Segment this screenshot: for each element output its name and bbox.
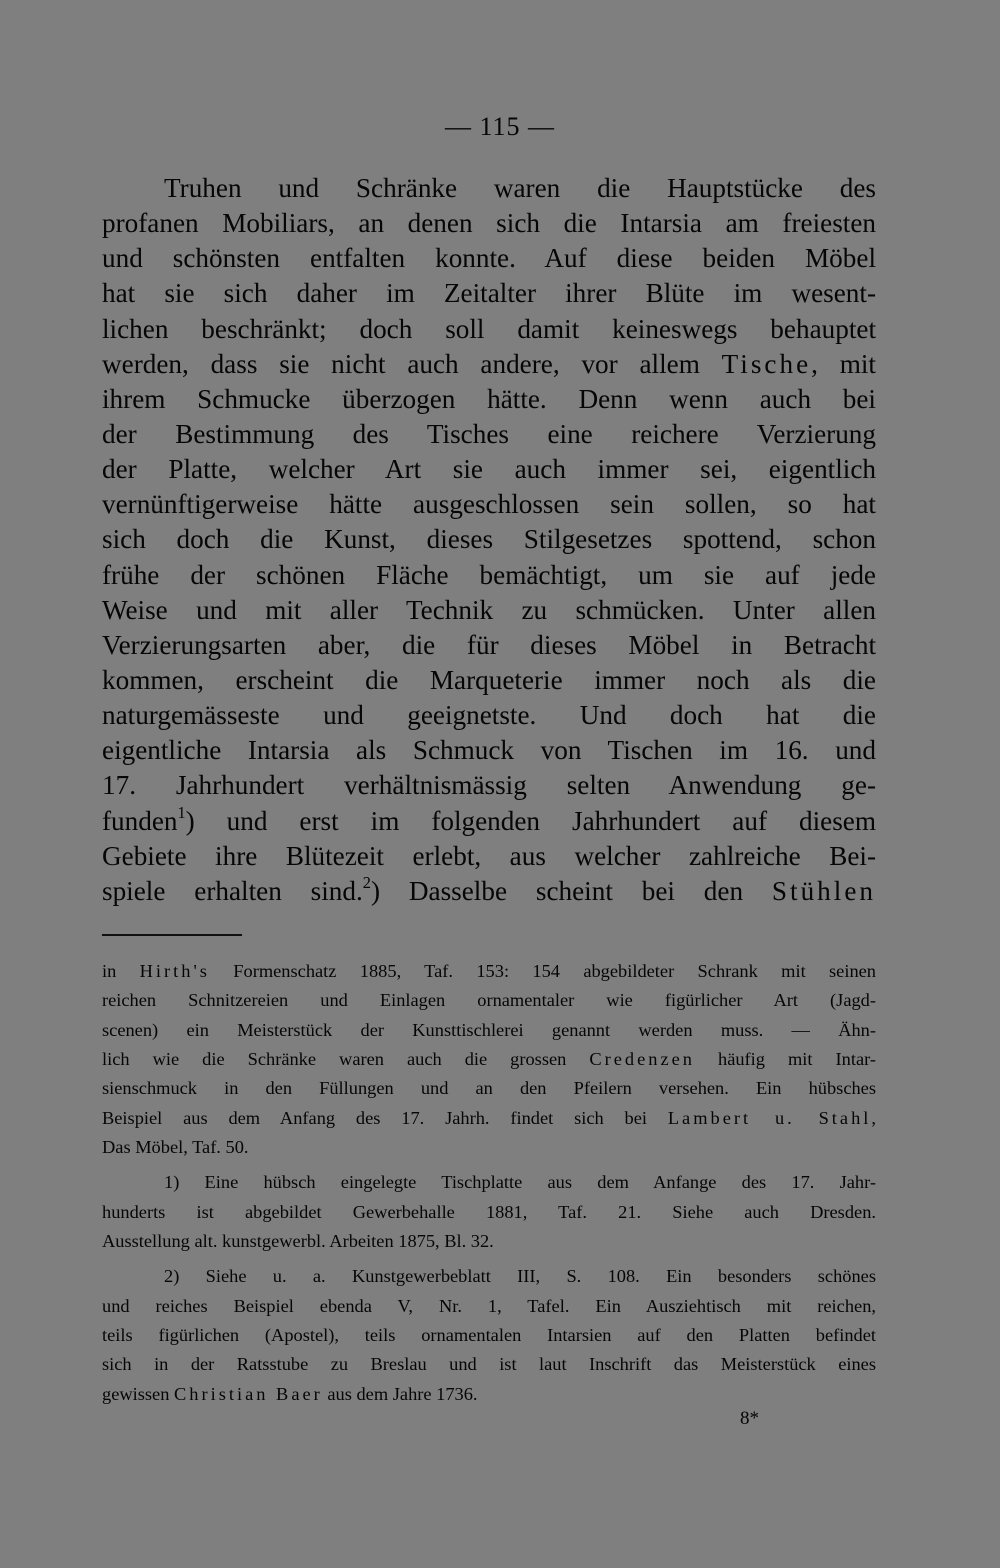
footnote-1 bbox=[102, 1168, 876, 1256]
spaced-text: Christian Baer bbox=[174, 1383, 323, 1404]
text-line bbox=[102, 874, 876, 909]
footnote-line: Ausstellung alt. kunstgewerbl. Arbeiten 1875, Bl. 32. bbox=[102, 1231, 494, 1252]
text-line: 17. Jahrhundert verhältnismässig selten Anwendung ge- bbox=[102, 770, 876, 801]
text-segment: aus dem Jahre 1736. bbox=[322, 1383, 478, 1404]
text-segment: in bbox=[102, 961, 140, 981]
text-line: naturgemässeste und geeignetste. Und doch hat die bbox=[102, 700, 876, 731]
spaced-text: Credenzen bbox=[589, 1049, 695, 1070]
text-line bbox=[102, 804, 876, 839]
text-segment: werden, dass sie nicht auch andere, vor allem bbox=[102, 348, 722, 379]
text-line: der Bestimmung des Tisches eine reichere Verzierung bbox=[102, 418, 876, 449]
footnote-line bbox=[102, 957, 876, 986]
footnote-line: 2) Siehe u. a. Kunstgewerbeblatt III, S. 108. Ein besonders schönes bbox=[164, 1266, 876, 1287]
footnote-line: sienschmuck in den Füllungen und an den Pfeilern versehen. Ein hübsches bbox=[102, 1078, 876, 1099]
spaced-text: Tische bbox=[721, 348, 812, 379]
text-line: profanen Mobiliars, an denen sich die Intarsia am freiesten bbox=[102, 208, 876, 239]
text-line: ihrem Schmucke überzogen hätte. Denn wenn auch bei bbox=[102, 383, 876, 414]
text-segment: , bbox=[871, 1107, 876, 1128]
text-segment: Beispiel aus dem Anfang des 17. Jahrh. findet sich bei bbox=[102, 1107, 668, 1128]
footnote-line: hunderts ist abgebildet Gewerbehalle 1881, Taf. 21. Siehe auch Dresden. bbox=[102, 1201, 876, 1222]
spaced-text: Hirth's bbox=[139, 961, 210, 981]
text-line: hat sie sich daher im Zeitalter ihrer Blüte im wesent- bbox=[102, 278, 876, 309]
text-segment: spiele erhalten sind. bbox=[102, 875, 363, 906]
footnote-line: und reiches Beispiel ebenda V, Nr. 1, Tafel. Ein Ausziehtisch mit reichen, bbox=[102, 1295, 876, 1316]
text-line: der Platte, welcher Art sie auch immer sei, eigentlich bbox=[102, 454, 876, 485]
text-segment: gewissen bbox=[102, 1383, 175, 1404]
text-line bbox=[102, 347, 876, 382]
text-line: lichen beschränkt; doch soll damit keineswegs behauptet bbox=[102, 313, 876, 344]
text-segment: lich wie die Schränke waren auch die grossen bbox=[102, 1049, 590, 1070]
text-line: Weise und mit aller Technik zu schmücken. Unter allen bbox=[102, 594, 876, 625]
spaced-text: Stühlen bbox=[771, 875, 876, 906]
spaced-text: Lambert u. Stahl bbox=[667, 1107, 872, 1128]
footnote-divider bbox=[102, 934, 242, 936]
footnotes bbox=[102, 957, 876, 1409]
footnote-line: scenen) ein Meisterstück der Kunsttischlerei genannt werden muss. — Ähn- bbox=[102, 1019, 876, 1040]
footnote-line bbox=[102, 1045, 876, 1074]
text-line: eigentliche Intarsia als Schmuck von Tischen im 16. und bbox=[102, 735, 876, 766]
text-line: vernünftigerweise hätte ausgeschlossen sein sollen, so hat bbox=[102, 489, 876, 520]
text-segment: Formenschatz 1885, Taf. 153: 154 abgebildeter Schrank mit seinen bbox=[209, 961, 877, 981]
footnote-line bbox=[102, 1380, 876, 1409]
main-text bbox=[102, 171, 876, 909]
text-line: Gebiete ihre Blütezeit erlebt, aus welcher zahlreiche Bei- bbox=[102, 840, 876, 871]
text-line: und schönsten entfalten konnte. Auf diese beiden Möbel bbox=[102, 243, 876, 274]
footnote-continuation bbox=[102, 957, 876, 1162]
text-line: sich doch die Kunst, dieses Stilgesetzes spottend, schon bbox=[102, 524, 876, 555]
footnote-line: reichen Schnitzereien und Einlagen ornamentaler wie figürlicher Art (Jagd- bbox=[102, 990, 876, 1011]
footnote-ref: 2 bbox=[362, 872, 371, 892]
text-segment: ) und erst im folgenden Jahrhundert auf diesem bbox=[185, 805, 876, 836]
text-segment: häufig mit Intar- bbox=[695, 1049, 876, 1070]
text-segment: , mit bbox=[811, 348, 876, 379]
text-line: Verzierungsarten aber, die für dieses Möbel in Betracht bbox=[102, 629, 876, 660]
text-line: Truhen und Schränke waren die Hauptstücke des bbox=[164, 173, 876, 203]
text-line: kommen, erscheint die Marqueterie immer noch als die bbox=[102, 664, 876, 695]
footnote-line bbox=[102, 1104, 876, 1133]
text-line: frühe der schönen Fläche bemächtigt, um sie auf jede bbox=[102, 559, 876, 590]
text-segment: ) Dasselbe scheint bei den bbox=[370, 875, 772, 906]
footnote-line: 1) Eine hübsch eingelegte Tischplatte aus dem Anfange des 17. Jahr- bbox=[164, 1172, 876, 1193]
signature-mark: 8* bbox=[740, 1408, 759, 1429]
page-number: — 115 — bbox=[444, 112, 556, 141]
footnote-line: Das Möbel, Taf. 50. bbox=[102, 1137, 249, 1158]
footnote-line: teils figürlichen (Apostel), teils ornamentalen Intarsien auf den Platten befindet bbox=[102, 1325, 876, 1346]
footnote-2 bbox=[102, 1262, 876, 1409]
text-segment: funden bbox=[102, 805, 178, 836]
footnote-line: sich in der Ratsstube zu Breslau und ist laut Inschrift das Meisterstück eines bbox=[102, 1354, 876, 1375]
footnote-ref: 1 bbox=[177, 802, 186, 822]
